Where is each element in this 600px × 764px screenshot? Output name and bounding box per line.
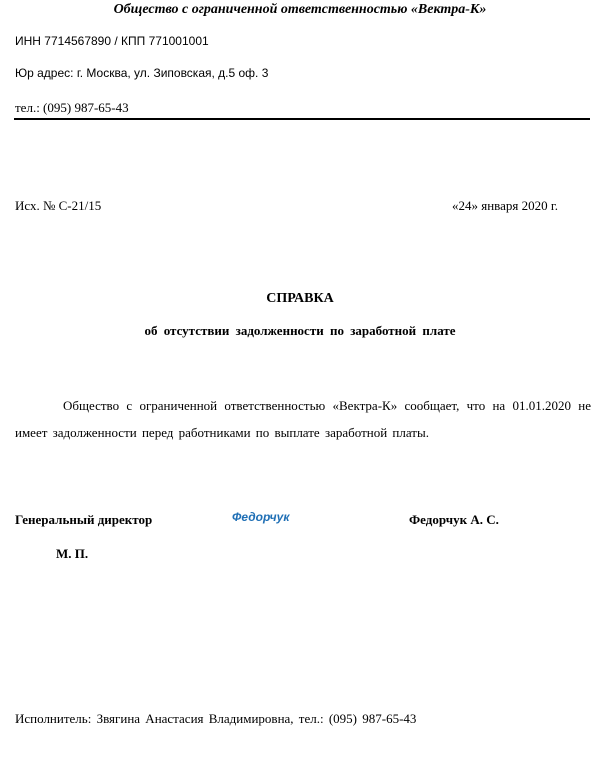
header-divider [14, 118, 590, 120]
company-name: Общество с ограниченной ответственностью «Вектра-К» [113, 2, 487, 17]
document-subtitle: об отсутствии задолженности по заработной плате [144, 323, 456, 338]
legal-address: Юр адрес: г. Москва, ул. Зиповская, д.5 оф. 3 [15, 66, 269, 80]
outgoing-number: Исх. № С-21/15 [15, 198, 102, 213]
executor-line: Исполнитель: Звягина Анастасия Владимировна, тел.: (095) 987-65-43 [15, 711, 417, 726]
signatory-name: Федорчук А. С. [409, 512, 499, 527]
header-phone: тел.: (095) 987-65-43 [15, 100, 129, 115]
document-title: СПРАВКА [266, 291, 334, 306]
signatory-position: Генеральный директор [15, 512, 153, 527]
document-date: «24» января 2020 г. [452, 198, 559, 213]
handwritten-signature: Федорчук [232, 510, 290, 524]
body-paragraph: Общество с ограниченной ответственностью «Вектра-К» сообщает, что на 01.01.2020 не имеет задолженности перед работниками по выплате заработной платы. [15, 398, 591, 440]
inn-kpp: ИНН 7714567890 / КПП 771001001 [15, 34, 209, 48]
stamp-place: М. П. [56, 546, 89, 561]
